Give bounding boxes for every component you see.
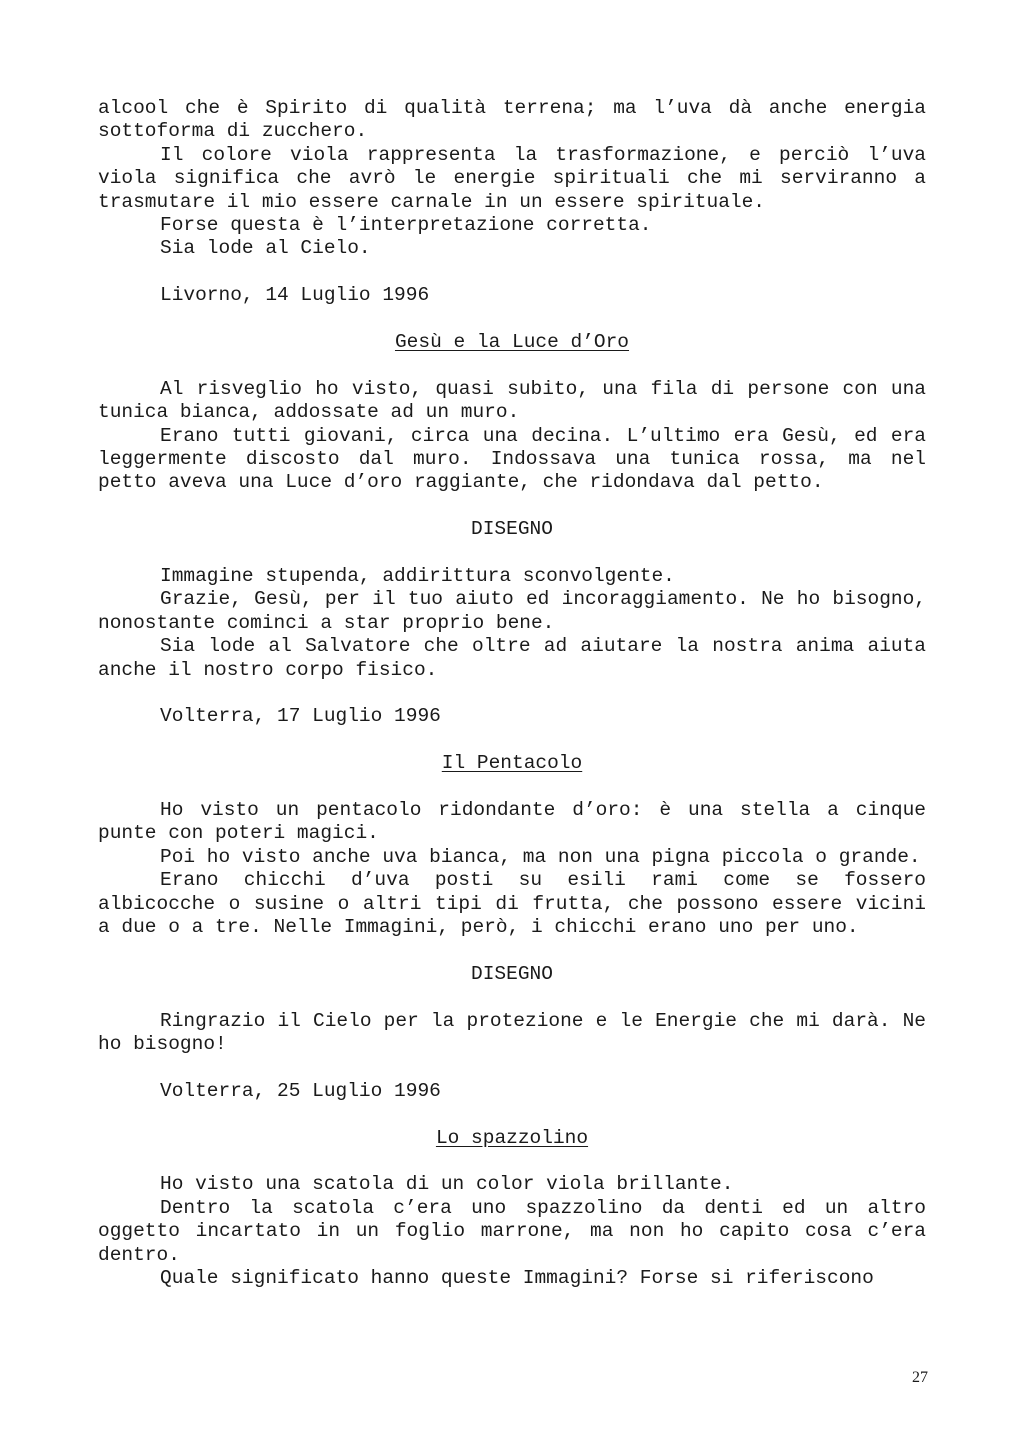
spacer <box>98 495 926 518</box>
drawing-placeholder: DISEGNO <box>471 518 553 541</box>
paragraph: Ho visto una scatola di un color viola brillante. <box>160 1173 734 1196</box>
spacer <box>98 986 926 1009</box>
entry-date: Livorno, 14 Luglio 1996 <box>160 284 430 307</box>
paragraph: Quale significato hanno queste Immagini? Forse si riferiscono <box>160 1267 874 1290</box>
spacer <box>98 729 926 752</box>
entry-title <box>98 1127 926 1150</box>
paragraph: Sia lode al Salvatore che oltre ad aiutare la nostra anima aiuta anche il nostro corpo fisico. <box>98 635 926 681</box>
entry-title-text: Lo spazzolino <box>435 1126 589 1149</box>
paragraph: Erano chicchi d’uva posti su esili rami come se fossero albicocche o susine o altri tipi di frutta, che possono essere vicini a due o a tre. Nelle Immagini, però, i chicchi erano uno per uno. <box>98 869 926 939</box>
paragraph: alcool che è Spirito di qualità terrena; ma l’uva dà anche energia sottoforma di zucchero. <box>98 97 926 143</box>
entry-title <box>98 331 926 354</box>
paragraph: Dentro la scatola c’era uno spazzolino da denti ed un altro oggetto incartato in un foglio marrone, ma non ho capito cosa c’era dentro. <box>98 1196 926 1266</box>
spacer <box>98 542 926 565</box>
paragraph: Grazie, Gesù, per il tuo aiuto ed incoraggiamento. Ne ho bisogno, nonostante cominci a star proprio bene. <box>98 588 926 634</box>
paragraph: Sia lode al Cielo. <box>160 237 371 260</box>
page-body <box>98 97 926 1291</box>
entry-date: Volterra, 25 Luglio 1996 <box>160 1079 441 1102</box>
drawing-placeholder: DISEGNO <box>471 962 553 985</box>
paragraph: Poi ho visto anche uva bianca, ma non una pigna piccola o grande. <box>160 845 921 868</box>
paragraph: Ringrazio il Cielo per la protezione e le Energie che mi darà. Ne ho bisogno! <box>98 1009 926 1056</box>
page-number: 27 <box>912 1369 928 1386</box>
spacer <box>98 682 926 705</box>
spacer <box>98 1150 926 1173</box>
spacer <box>98 1103 926 1126</box>
paragraph: Erano tutti giovani, circa una decina. L’ultimo era Gesù, ed era leggermente discosto dal muro. Indossava una tunica rossa, ma nel petto aveva una Luce d’oro raggiante, che ridondava dal petto. <box>98 424 926 494</box>
spacer <box>98 1057 926 1080</box>
paragraph: Immagine stupenda, addirittura sconvolgente. <box>160 565 675 588</box>
entry-date: Volterra, 17 Luglio 1996 <box>160 705 441 728</box>
spacer <box>98 261 926 284</box>
paragraph: Forse questa è l’interpretazione corretta. <box>160 214 652 237</box>
paragraph: Il colore viola rappresenta la trasformazione, e perciò l’uva viola significa che avrò le energie spirituali che mi serviranno a trasmutare il mio essere carnale in un essere spirituale. <box>98 143 926 213</box>
spacer <box>98 776 926 799</box>
spacer <box>98 354 926 377</box>
entry-title-text: Il Pentacolo <box>441 752 583 775</box>
paragraph: Ho visto un pentacolo ridondante d’oro: è una stella a cinque punte con poteri magici. <box>98 799 926 845</box>
entry-title-text: Gesù e la Luce d’Oro <box>394 331 630 354</box>
spacer <box>98 308 926 331</box>
paragraph: Al risveglio ho visto, quasi subito, una fila di persone con una tunica bianca, addossate ad un muro. <box>98 377 926 424</box>
entry-title <box>98 752 926 775</box>
spacer <box>98 940 926 963</box>
